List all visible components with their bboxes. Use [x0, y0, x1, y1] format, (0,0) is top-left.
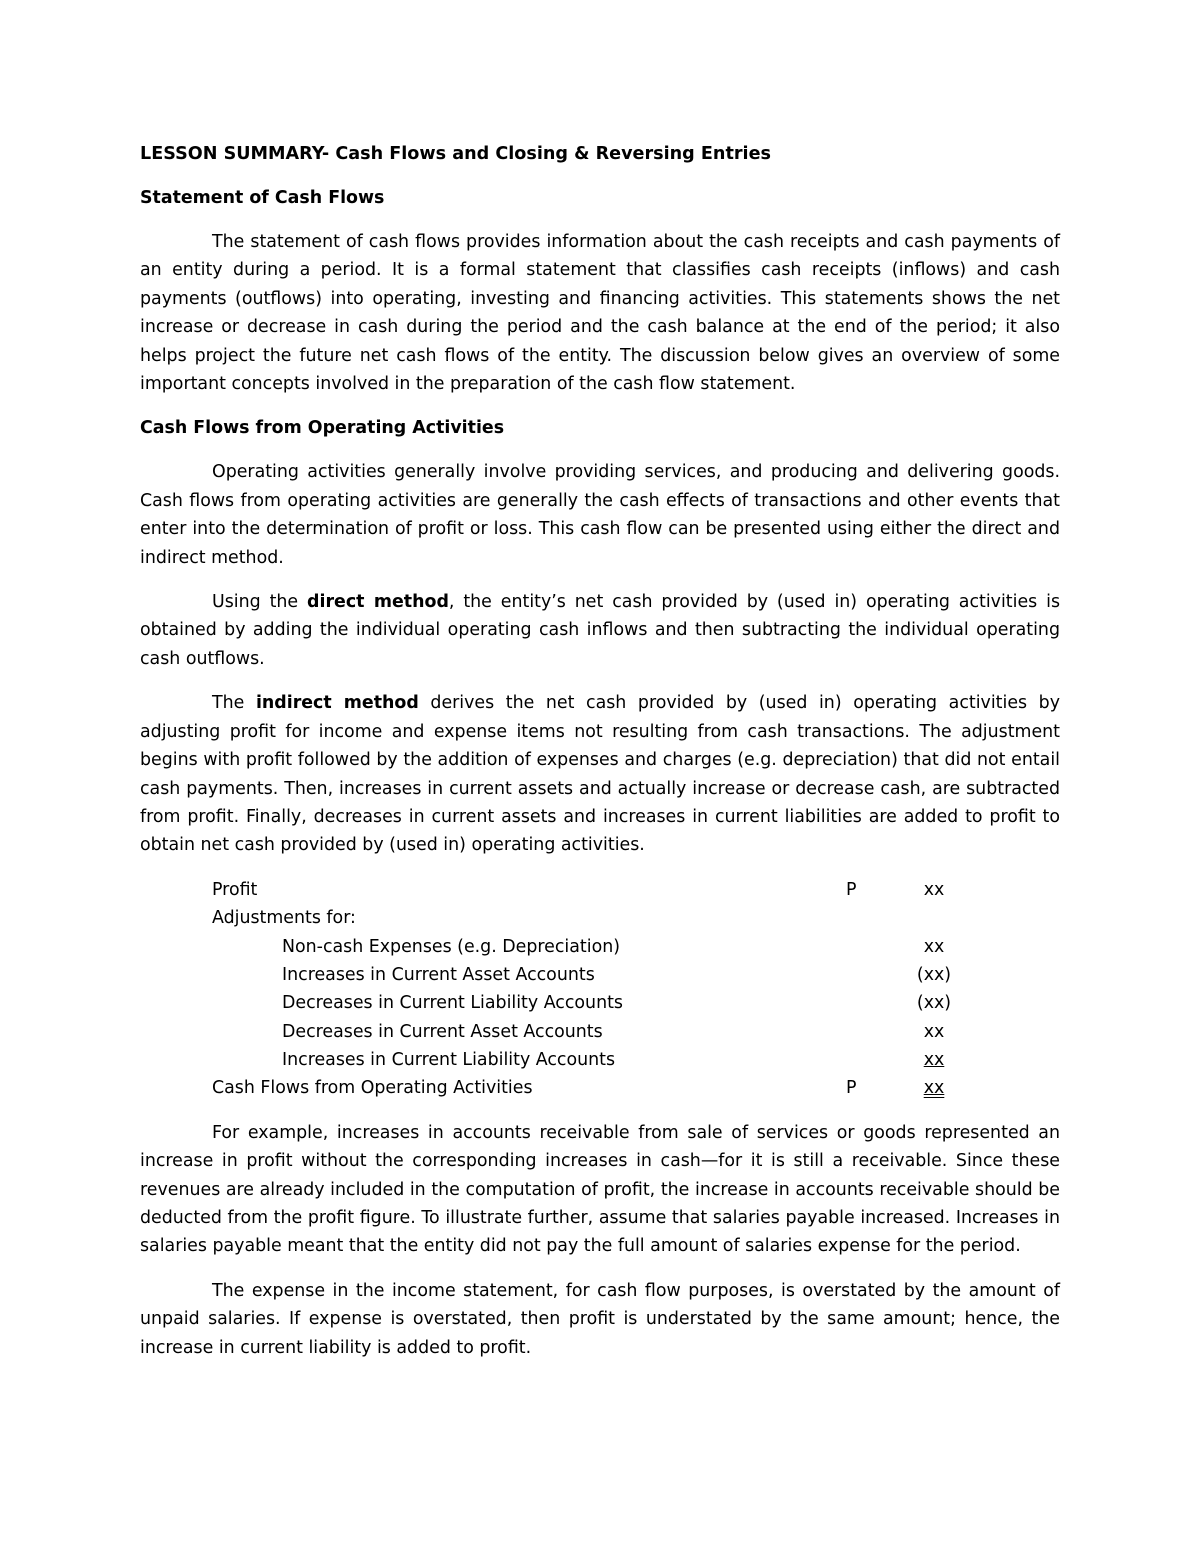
schedule-label: Cash Flows from Operating Activities [212, 1078, 533, 1099]
paragraph-direct-method [140, 588, 1060, 673]
schedule-label: Increases in Current Liability Accounts [282, 1050, 616, 1071]
paragraph-example-receivables: For example, increases in accounts receivable from sale of services or goods represented an increase in profit without the corresponding increases in cash—for it is still a receivable. Since these revenues are already included in the computation of profit, the increase in accounts receivable should be deducted from the profit figure. To illustrate further, assume that salaries payable increased. Increases in salaries payable meant that the entity did not pay the full amount of salaries expense for the period. [140, 1122, 1060, 1257]
heading-operating-activities: Cash Flows from Operating Activities [140, 418, 505, 439]
schedule-label: Profit [212, 879, 258, 900]
schedule-amount: (xx) [916, 964, 952, 985]
schedule-row-profit [140, 876, 1060, 904]
schedule-amount: xx [923, 1078, 945, 1099]
indirect-method-text-before: The [212, 693, 256, 714]
paragraph-operating-activities: Operating activities generally involve providing services, and producing and delivering goods. Cash flows from operating activities are generally the cash effects of transactions and other events that enter into the determination of profit or loss. This cash flow can be presented using either the direct and indirect method. [140, 462, 1060, 568]
direct-method-text-before: Using the [212, 592, 308, 613]
schedule-amount: xx [923, 1050, 945, 1071]
schedule-row-increase-current-assets [140, 961, 1060, 989]
schedule-amount: xx [923, 879, 945, 900]
schedule-amount: xx [923, 1021, 945, 1042]
schedule-row-decrease-current-assets [140, 1018, 1060, 1046]
schedule-row-increase-current-liabilities [140, 1046, 1060, 1074]
document-page [140, 140, 1060, 1378]
schedule-label: Non-cash Expenses (e.g. Depreciation) [282, 936, 621, 957]
paragraph-indirect-method [140, 689, 1060, 859]
schedule-row-noncash-expenses [140, 933, 1060, 961]
schedule-currency: P [846, 879, 857, 900]
lesson-title: LESSON SUMMARY- Cash Flows and Closing & Reversing Entries [140, 144, 771, 164]
schedule-label: Decreases in Current Asset Accounts [282, 1021, 603, 1042]
schedule-currency: P [846, 1078, 857, 1099]
schedule-row-total-operating [140, 1074, 1060, 1102]
schedule-amount: (xx) [916, 993, 952, 1014]
schedule-label: Adjustments for: [212, 908, 356, 929]
schedule-row-adjustments [140, 904, 1060, 932]
cash-flow-schedule [140, 876, 1060, 1103]
paragraph-expense-overstated: The expense in the income statement, for cash flow purposes, is overstated by the amount of unpaid salaries. If expense is overstated, then profit is understated by the same amount; hence, the increase in current liability is added to profit. [140, 1280, 1060, 1358]
indirect-method-text-after: derives the net cash provided by (used in) operating activities by adjusting profit for income and expense items not resulting from cash transactions. The adjustment begins with profit followed by the addition of expenses and charges (e.g. depreciation) that did not entail cash payments. Then, increases in current assets and actually increase or decrease cash, are subtracted from profit. Finally, decreases in current assets and increases in current liabilities are added to profit to obtain net cash provided by (used in) operating activities. [140, 693, 1060, 856]
direct-method-term: direct method [307, 592, 449, 613]
schedule-row-decrease-current-liabilities [140, 989, 1060, 1017]
direct-method-text-after: , the entity’s net cash provided by (used in) operating activities is obtained by adding the individual operating cash inflows and then subtracting the individual operating cash outflows. [140, 592, 1061, 669]
schedule-amount: xx [923, 936, 945, 957]
heading-statement-of-cash-flows: Statement of Cash Flows [140, 188, 385, 208]
paragraph-statement-overview: The statement of cash flows provides information about the cash receipts and cash payments of an entity during a period. It is a formal statement that classifies cash receipts (inflows) and cash payments (outflows) into operating, investing and financing activities. This statements shows the net increase or decrease in cash during the period and the cash balance at the end of the period; it also helps project the future net cash flows of the entity. The discussion below gives an overview of some important concepts involved in the preparation of the cash flow statement. [140, 232, 1060, 395]
schedule-label: Increases in Current Asset Accounts [282, 964, 595, 985]
indirect-method-term: indirect method [255, 693, 419, 714]
schedule-label: Decreases in Current Liability Accounts [282, 993, 623, 1014]
